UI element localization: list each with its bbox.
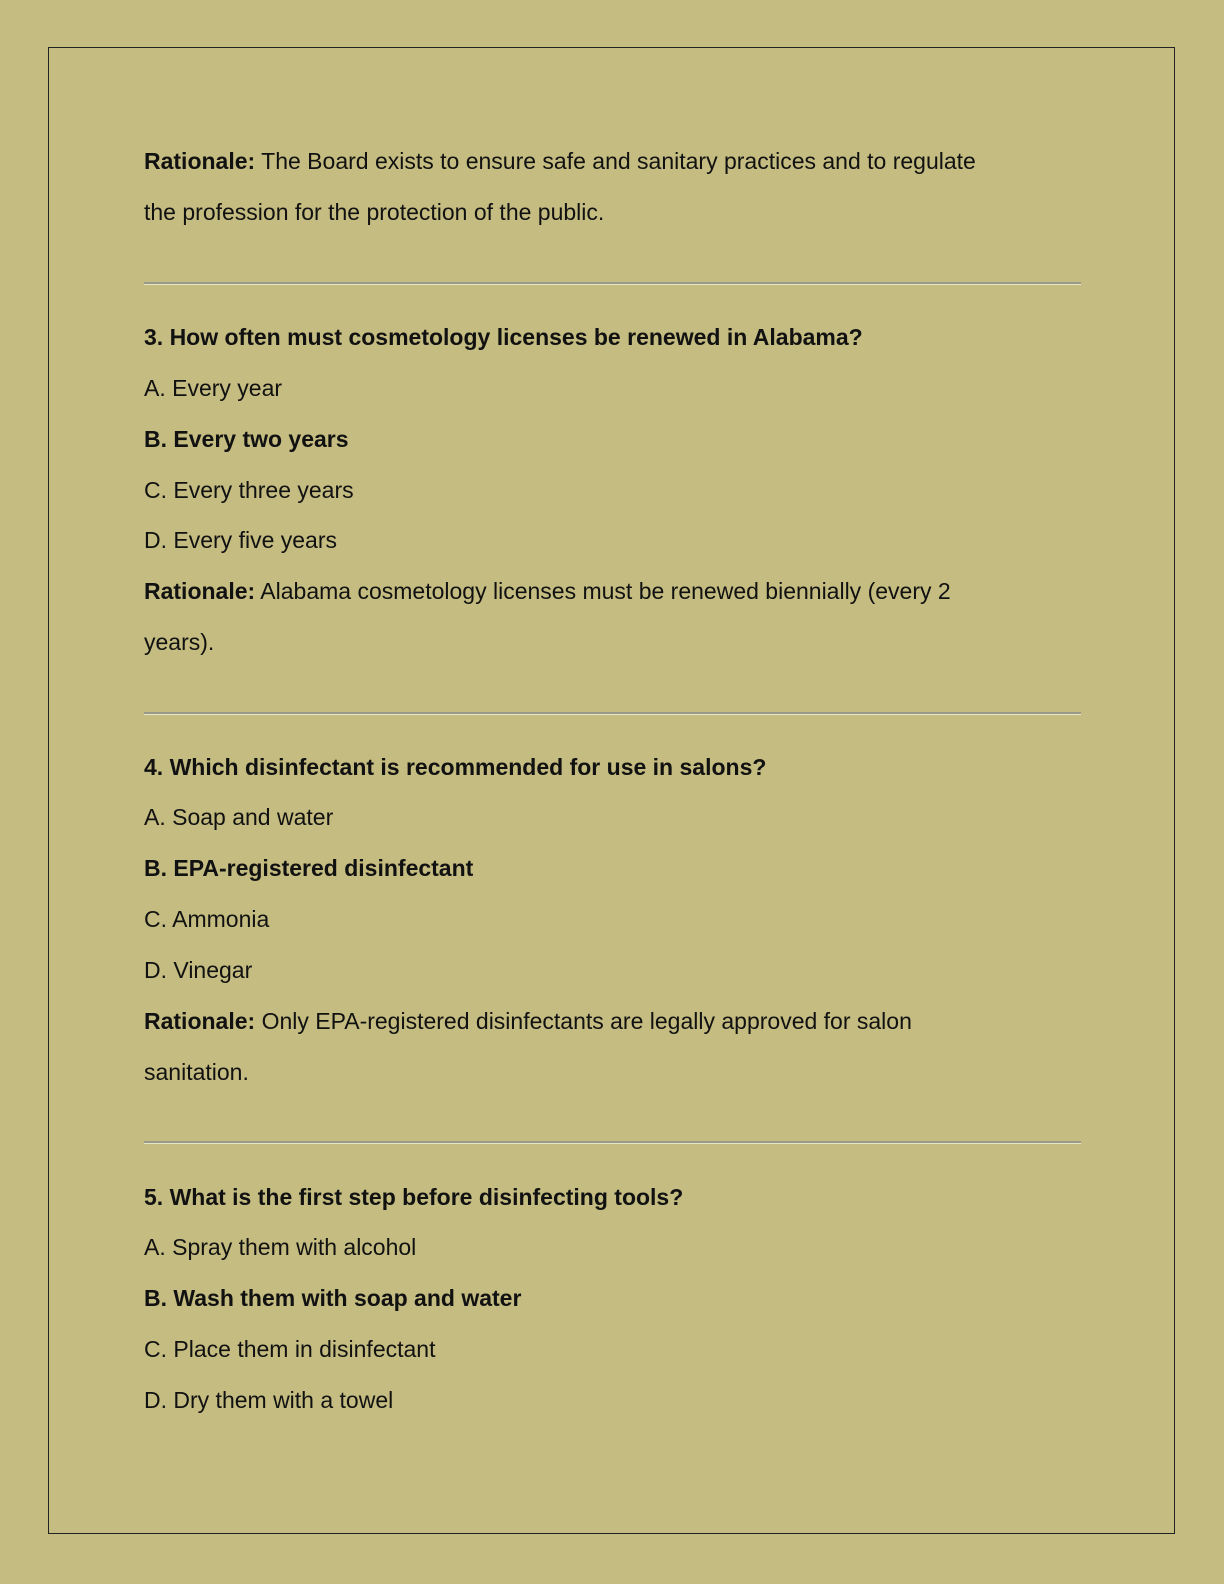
- question-3: 3. How often must cosmetology licenses be renewed in Alabama?: [144, 324, 863, 350]
- q3-option-c: C. Every three years: [144, 477, 354, 503]
- q3-rationale: [144, 576, 951, 606]
- question-4: 4. Which disinfectant is recommended for use in salons?: [144, 754, 767, 780]
- rationale-label: Rationale:: [144, 578, 256, 604]
- q5-option-c: C. Place them in disinfectant: [144, 1336, 436, 1362]
- q5-option-d: D. Dry them with a towel: [144, 1387, 394, 1413]
- q3-option-a: A. Every year: [144, 375, 283, 401]
- rationale-label: Rationale:: [144, 1008, 256, 1034]
- divider: [144, 282, 1081, 285]
- rationale-label: Rationale:: [144, 148, 256, 174]
- q4-option-a: A. Soap and water: [144, 804, 334, 830]
- q4-option-d: D. Vinegar: [144, 957, 253, 983]
- q4-option-c: C. Ammonia: [144, 906, 270, 932]
- rationale-text-continued: the profession for the protection of the public.: [144, 199, 605, 225]
- q5-option-b-correct: B. Wash them with soap and water: [144, 1285, 522, 1311]
- rationale-text: Alabama cosmetology licenses must be renewed biennially (every 2: [255, 578, 951, 604]
- q4-rationale-continued: sanitation.: [144, 1059, 249, 1085]
- q4-rationale: [144, 1006, 912, 1036]
- q4-option-b-correct: B. EPA-registered disinfectant: [144, 855, 474, 881]
- question-5: 5. What is the first step before disinfecting tools?: [144, 1184, 684, 1210]
- rationale-text: The Board exists to ensure safe and sanitary practices and to regulate: [255, 148, 976, 174]
- q3-option-b-correct: B. Every two years: [144, 426, 349, 452]
- divider: [144, 712, 1081, 715]
- q3-rationale-continued: years).: [144, 629, 215, 655]
- divider: [144, 1141, 1081, 1144]
- q5-option-a: A. Spray them with alcohol: [144, 1234, 417, 1260]
- rationale-text: Only EPA-registered disinfectants are legally approved for salon: [255, 1008, 912, 1034]
- rationale-line: [144, 146, 976, 176]
- q3-option-d: D. Every five years: [144, 527, 337, 553]
